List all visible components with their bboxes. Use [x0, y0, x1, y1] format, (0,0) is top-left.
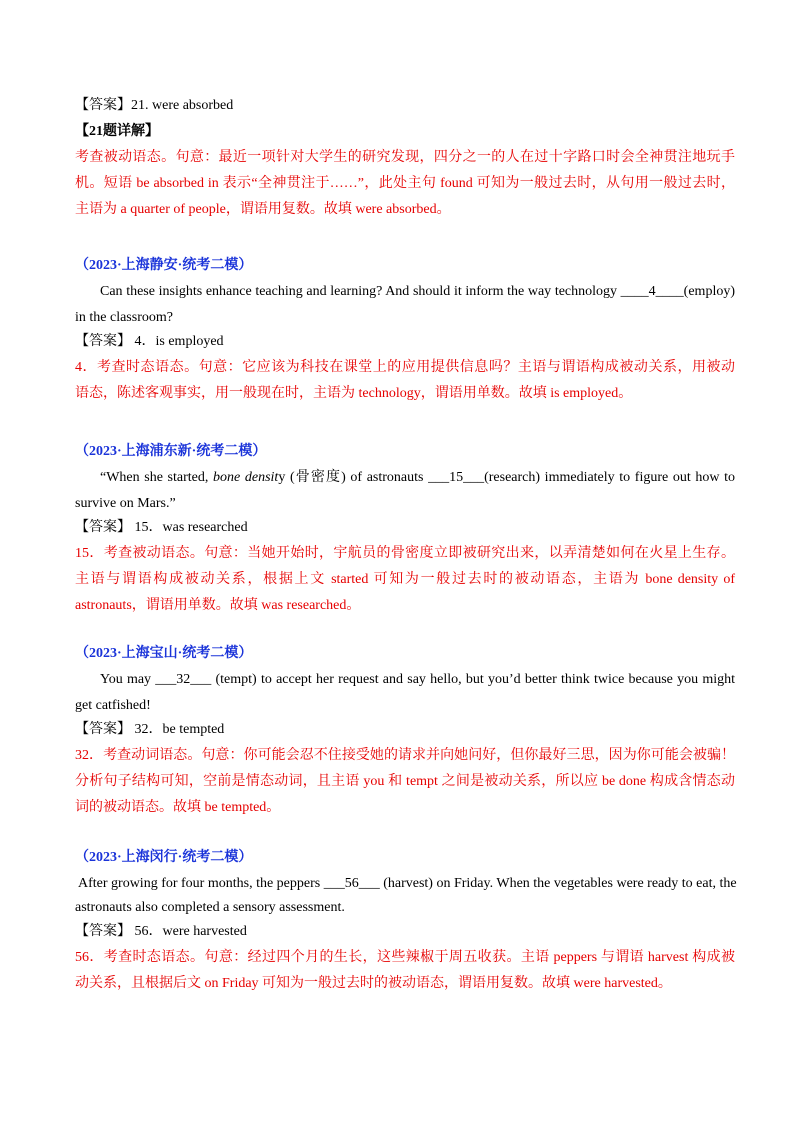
question-15-line1: [75, 466, 735, 490]
question-4-line2: in the classroom?: [75, 310, 173, 325]
source-pudong: （2023·上海浦东新·统考二模）: [75, 444, 267, 459]
detail-heading-21: 【21题详解】: [75, 124, 159, 139]
question-15-text-b: y (骨密度) of astronauts ___15___(research) immediately to figure out how to: [278, 470, 736, 485]
answer-4: 【答案】 4．is employed: [75, 334, 224, 349]
answer-21: 【答案】21. were absorbed: [75, 98, 234, 113]
question-4-line1: Can these insights enhance teaching and learning? And should it inform the way technology ____4____(employ): [100, 284, 735, 299]
answer-15: 【答案】 15．was researched: [75, 520, 248, 535]
explanation-15-line2: 主语与谓语构成被动关系，根据上文 started 可知为一般过去时的被动语态，主语为 bone density of: [75, 572, 735, 587]
explanation-4-line2: 语态，陈述客观事实，用一般现在时，主语为 technology，谓语用单数。故填 is employed。: [75, 386, 633, 401]
question-56-line1: After growing for four months, the peppers ___56___ (harvest) on Friday. When the vegetables were ready to eat, the: [78, 876, 737, 891]
explanation-4-line1: 4．考查时态语态。句意：它应该为科技在课堂上的应用提供信息吗？主语与谓语构成被动关系，用被动: [75, 360, 735, 375]
explanation-32-line2: 分析句子结构可知，空前是情态动词，且主语 you 和 tempt 之间是被动关系，所以应 be done 构成含情态动: [75, 774, 735, 789]
explanation-21-line3: 主语为 a quarter of people，谓语用复数。故填 were absorbed。: [75, 202, 451, 217]
source-minhang: （2023·上海闵行·统考二模）: [75, 850, 253, 865]
source-jingan: （2023·上海静安·统考二模）: [75, 258, 253, 273]
explanation-32-line1: 32．考查动词语态。句意：你可能会忍不住接受她的请求并向她问好，但你最好三思，因为你可能会被骗！: [75, 748, 735, 763]
question-15-text-a: “When she started,: [100, 470, 214, 485]
explanation-21-line2: 机。短语 be absorbed in 表示“全神贯注于……”，此处主句 found 可知为一般过去时，从句用一般过去时，: [75, 176, 735, 191]
answer-32: 【答案】 32．be tempted: [75, 722, 225, 737]
explanation-15-line1: 15．考查被动语态。句意：当她开始时，宇航员的骨密度立即被研究出来，以弄清楚如何在火星上生存。: [75, 546, 735, 561]
question-32-line2: get catfished!: [75, 698, 151, 713]
explanation-21-line1: 考查被动语态。句意：最近一项针对大学生的研究发现，四分之一的人在过十字路口时会全神贯注地玩手: [75, 150, 735, 165]
explanation-32-line3: 词的被动语态。故填 be tempted。: [75, 800, 281, 815]
question-15-italic: bone densit: [213, 470, 279, 485]
source-baoshan: （2023·上海宝山·统考二模）: [75, 646, 253, 661]
explanation-15-line3: astronauts，谓语用单数。故填 was researched。: [75, 598, 361, 613]
question-15-line2: survive on Mars.”: [75, 496, 176, 511]
explanation-56-line1: 56．考查时态语态。句意：经过四个月的生长，这些辣椒于周五收获。主语 peppers 与谓语 harvest 构成被: [75, 950, 735, 965]
question-56-line2: astronauts also completed a sensory assessment.: [75, 900, 345, 915]
answer-56: 【答案】 56．were harvested: [75, 924, 247, 939]
explanation-56-line2: 动关系，且根据后文 on Friday 可知为一般过去时的被动语态，谓语用复数。故填 were harvested。: [75, 976, 672, 991]
question-32-line1: You may ___32___ (tempt) to accept her request and say hello, but you’d better think twice because you might: [100, 672, 735, 687]
